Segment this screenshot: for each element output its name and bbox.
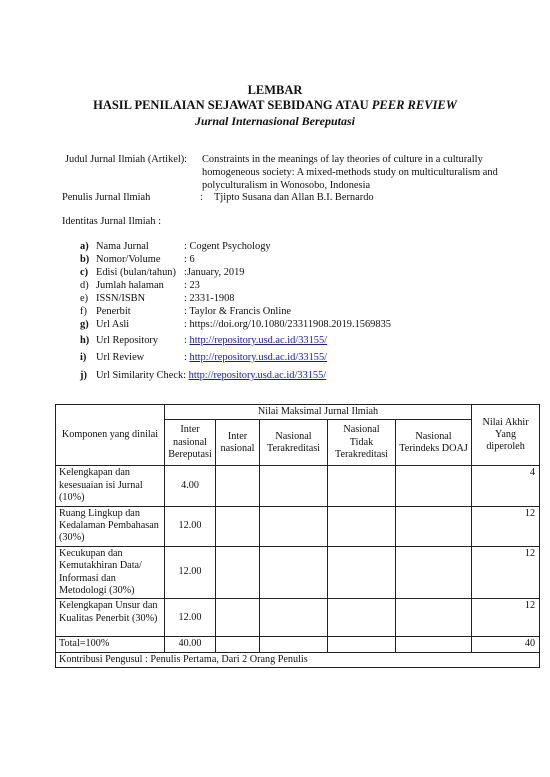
- row-empty-cell: [260, 599, 328, 637]
- identitas-value-e: : 2331-1908: [184, 293, 235, 304]
- identitas-label-c: Edisi (bulan/tahun): [96, 267, 176, 278]
- header-subtitle: [0, 98, 550, 113]
- identitas-value-c: :January, 2019: [184, 267, 245, 278]
- row-komponen: Kelengkapan dan kesesuaian isi Jurnal (10%): [56, 466, 165, 506]
- url-repository-key: h): [80, 335, 90, 346]
- penulis-label: Penulis Jurnal Ilmiah: [62, 192, 151, 203]
- judul-value-line-1: Constraints in the meanings of lay theories of culture in a culturally: [202, 154, 483, 165]
- sub-header-tidak-terakreditasi: Nasional Tidak Terakreditasi: [328, 420, 396, 466]
- url-similarity-link[interactable]: http://repository.usd.ac.id/33155/: [188, 370, 327, 381]
- row-empty-cell: [260, 546, 328, 599]
- table-row: [56, 599, 540, 637]
- nilai-akhir-header: Nilai Akhir Yang diperoleh: [472, 405, 540, 466]
- row-empty-cell: [216, 599, 260, 637]
- url-review-link[interactable]: http://repository.usd.ac.id/33155/: [189, 352, 328, 363]
- row-empty-cell: [260, 637, 328, 652]
- row-komponen: Ruang Lingkup dan Kedalaman Pembahasan (30%): [56, 506, 165, 546]
- row-empty-cell: [396, 506, 472, 546]
- row-empty-cell: [328, 637, 396, 652]
- total-nilai-akhir: 40: [472, 637, 540, 652]
- penulis-sep: :: [200, 192, 203, 203]
- row-nilai-akhir: 4: [472, 466, 540, 506]
- identitas-label-g: Url Asli: [96, 319, 130, 330]
- judul-value-line-2: homogeneous society: A mixed-methods study on multiculturalism and: [202, 167, 498, 178]
- row-empty-cell: [216, 466, 260, 506]
- url-review-key: i): [80, 352, 87, 363]
- row-empty-cell: [216, 546, 260, 599]
- row-empty-cell: [260, 466, 328, 506]
- identitas-key-e: e): [80, 293, 89, 304]
- url-review: : http://repository.usd.ac.id/33155/: [184, 352, 328, 363]
- row-empty-cell: [396, 637, 472, 652]
- sub-header-terakreditasi: Nasional Terakreditasi: [260, 420, 328, 466]
- row-komponen: Kecukupan dan Kemutakhiran Data/ Informasi dan Metodologi (30%): [56, 546, 165, 599]
- penulis-value: Tjipto Susana dan Allan B.I. Bernardo: [214, 192, 374, 203]
- row-empty-cell: [216, 506, 260, 546]
- header-title: LEMBAR: [247, 83, 303, 97]
- identitas-label-f: Penerbit: [96, 306, 131, 317]
- row-empty-cell: [216, 637, 260, 652]
- table-row: [56, 546, 540, 599]
- table-kontribusi-row: [56, 652, 540, 667]
- kontribusi-text: Kontribusi Pengusul : Penulis Pertama, Dari 2 Orang Penulis: [56, 652, 540, 667]
- identitas-label: Identitas Jurnal Ilmiah :: [62, 216, 161, 227]
- url-repository-link[interactable]: http://repository.usd.ac.id/33155/: [189, 335, 328, 346]
- identitas-key-g: g): [80, 319, 89, 330]
- header-journal-type: Jurnal Internasional Bereputasi: [194, 114, 356, 128]
- table-row: [56, 466, 540, 506]
- identitas-key-a: a): [80, 241, 89, 252]
- row-empty-cell: [396, 546, 472, 599]
- identitas-key-f: f): [80, 306, 87, 317]
- sub-header-bereputasi: Inter nasional Bereputasi: [165, 420, 216, 466]
- komponen-header: Komponen yang dinilai: [56, 405, 165, 466]
- sub-header-internasional: Inter nasional: [216, 420, 260, 466]
- row-empty-cell: [328, 466, 396, 506]
- row-empty-cell: [328, 599, 396, 637]
- row-empty-cell: [328, 506, 396, 546]
- row-nilai-akhir: 12: [472, 599, 540, 637]
- row-bereputasi-value: 12.00: [165, 506, 216, 546]
- sub-header-doaj: Nasional Terindeks DOAJ: [396, 420, 472, 466]
- url-similarity: Url Similarity Check: http://repository.usd.ac.id/33155/: [96, 370, 327, 381]
- row-bereputasi-value: 12.00: [165, 599, 216, 637]
- row-bereputasi-value: 12.00: [165, 546, 216, 599]
- identitas-value-a: : Cogent Psychology: [184, 241, 271, 252]
- row-bereputasi-value: 4.00: [165, 466, 216, 506]
- row-empty-cell: [260, 506, 328, 546]
- identitas-key-d: d): [80, 280, 89, 291]
- identitas-value-f: : Taylor & Francis Online: [184, 306, 292, 317]
- url-repository: : http://repository.usd.ac.id/33155/: [184, 335, 328, 346]
- identitas-value-b: : 6: [184, 254, 195, 265]
- url-similarity-key: j): [80, 370, 87, 381]
- total-bereputasi: 40.00: [165, 637, 216, 652]
- header-subtitle-italic: PEER REVIEW: [371, 98, 457, 112]
- row-empty-cell: [328, 546, 396, 599]
- nilai-maks-header: Nilai Maksimal Jurnal Ilmiah: [165, 405, 472, 420]
- total-label: Total=100%: [56, 637, 165, 652]
- table-row: [56, 506, 540, 546]
- url-review-label: Url Review: [96, 352, 145, 363]
- row-nilai-akhir: 12: [472, 546, 540, 599]
- identitas-value-d: : 23: [184, 280, 200, 291]
- identitas-value-g: : https://doi.org/10.1080/23311908.2019.1569835: [184, 319, 391, 330]
- identitas-label-e: ISSN/ISBN: [96, 293, 146, 304]
- row-komponen: Kelengkapan Unsur dan Kualitas Penerbit (30%): [56, 599, 165, 637]
- identitas-label-d: Jumlah halaman: [96, 280, 164, 291]
- table-total-row: [56, 637, 540, 652]
- url-repository-label: Url Repository: [96, 335, 159, 346]
- assessment-table: [55, 404, 540, 668]
- row-empty-cell: [396, 466, 472, 506]
- row-empty-cell: [396, 599, 472, 637]
- judul-value-line-3: polyculturalism in Wonosobo, Indonesia: [202, 180, 371, 191]
- identitas-key-b: b): [80, 254, 90, 265]
- identitas-label-a: Nama Jurnal: [96, 241, 149, 252]
- row-nilai-akhir: 12: [472, 506, 540, 546]
- identitas-label-b: Nomor/Volume: [96, 254, 161, 265]
- header-subtitle-normal: HASIL PENILAIAN SEJAWAT SEBIDANG ATAU: [93, 98, 372, 112]
- identitas-key-c: c): [80, 267, 89, 278]
- judul-label: Judul Jurnal Ilmiah (Artikel):: [65, 154, 188, 165]
